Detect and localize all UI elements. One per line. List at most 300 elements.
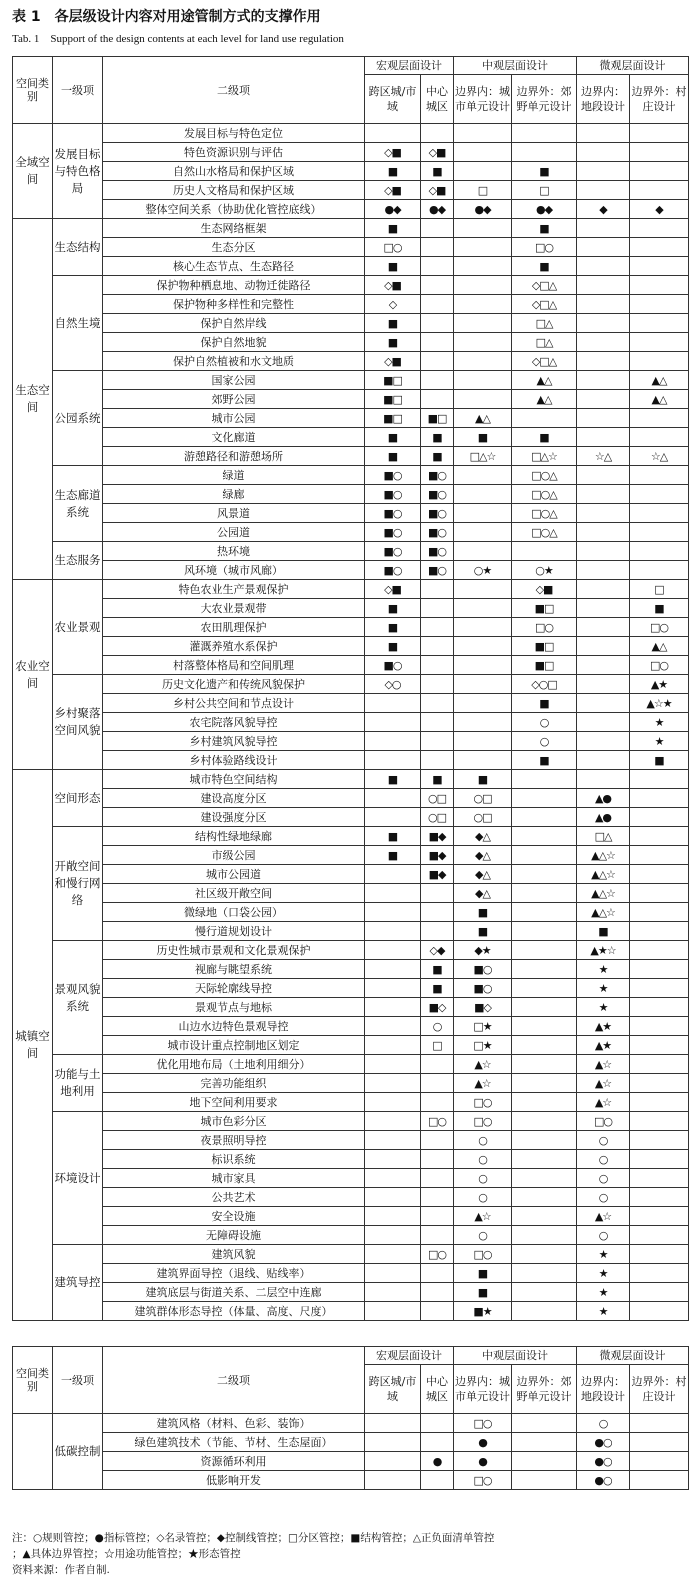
control-cell: ■□	[365, 409, 421, 428]
level2-item: 大农业景观带	[103, 599, 365, 618]
level2-item: 保护物种栖息地、动物迁徙路径	[103, 276, 365, 295]
control-cell: ■★	[454, 1302, 512, 1321]
control-cell	[512, 960, 577, 979]
control-cell	[454, 732, 512, 751]
legend-note: 注：○规则管控；●指标管控；◇名录管控；◆控制线管控；□分区管控；■结构管控；△正负面清单管控	[12, 1532, 495, 1544]
table-title: 表 1 各层级设计内容对用途管制方式的支撑作用	[12, 9, 321, 25]
control-cell: ■	[365, 827, 421, 846]
control-cell: ▲△☆	[577, 846, 630, 865]
control-cell	[512, 124, 577, 143]
control-cell: ▲☆	[577, 1093, 630, 1112]
header-sub: 边界外：郊野单元设计	[512, 1365, 577, 1414]
control-cell	[421, 333, 454, 352]
source-note: 资料来源：作者自制.	[12, 1564, 110, 1576]
control-cell: ◆	[577, 200, 630, 219]
control-cell	[365, 1169, 421, 1188]
control-cell	[365, 998, 421, 1017]
control-cell	[421, 903, 454, 922]
control-cell: ◇	[365, 295, 421, 314]
table-row	[13, 998, 689, 1017]
control-cell: ○	[454, 1169, 512, 1188]
level2-item: 城市公园道	[103, 865, 365, 884]
control-cell	[421, 1471, 454, 1490]
control-cell	[630, 827, 689, 846]
control-cell: ■	[365, 162, 421, 181]
header-sub: 边界外：村庄设计	[630, 75, 689, 124]
level2-item: 城市公园	[103, 409, 365, 428]
control-cell	[577, 770, 630, 789]
control-cell	[421, 314, 454, 333]
control-cell	[512, 1131, 577, 1150]
table-row	[13, 979, 689, 998]
control-cell	[512, 143, 577, 162]
control-cell: ▲☆	[454, 1207, 512, 1226]
header-group: 微观层面设计	[577, 57, 689, 75]
control-cell	[630, 1055, 689, 1074]
table-row	[13, 1283, 689, 1302]
table-row	[13, 1131, 689, 1150]
table-row	[13, 713, 689, 732]
control-cell	[421, 599, 454, 618]
control-cell	[577, 713, 630, 732]
level2-item: 热环境	[103, 542, 365, 561]
level2-item: 自然山水格局和保护区域	[103, 162, 365, 181]
control-cell	[630, 1017, 689, 1036]
control-cell: □○	[421, 1112, 454, 1131]
control-cell: ■○	[421, 542, 454, 561]
control-cell	[454, 542, 512, 561]
control-cell	[421, 352, 454, 371]
level2-item: 标识系统	[103, 1150, 365, 1169]
control-cell: ■◆	[421, 846, 454, 865]
control-cell: ■○	[454, 960, 512, 979]
control-cell: ■	[365, 770, 421, 789]
space-category: 农业空间	[13, 580, 53, 770]
control-cell	[365, 1055, 421, 1074]
control-cell	[630, 903, 689, 922]
control-cell: ●○	[577, 1471, 630, 1490]
control-cell	[512, 827, 577, 846]
header-sub: 边界内：城市单元设计	[454, 1365, 512, 1414]
control-cell	[421, 1226, 454, 1245]
control-cell: ☆△	[577, 447, 630, 466]
level1-item: 乡村聚落空间风貌	[53, 675, 103, 770]
level2-item: 景观节点与地标	[103, 998, 365, 1017]
control-cell: ○	[577, 1188, 630, 1207]
control-cell	[512, 903, 577, 922]
control-cell	[630, 1093, 689, 1112]
level1-item: 建筑导控	[53, 1245, 103, 1321]
control-cell	[512, 884, 577, 903]
control-cell: ★	[577, 1283, 630, 1302]
control-cell	[454, 751, 512, 770]
control-cell: ○	[512, 713, 577, 732]
control-cell	[365, 1283, 421, 1302]
control-cell: ☆△	[630, 447, 689, 466]
control-cell	[512, 979, 577, 998]
control-cell: ○	[577, 1150, 630, 1169]
control-cell: ■	[630, 751, 689, 770]
level2-item: 保护自然岸线	[103, 314, 365, 333]
control-cell: □	[512, 181, 577, 200]
control-cell: ◇■	[512, 580, 577, 599]
control-cell: ▲△	[630, 637, 689, 656]
control-cell: ■□	[365, 371, 421, 390]
level2-item: 国家公园	[103, 371, 365, 390]
control-cell	[365, 1226, 421, 1245]
table-row	[13, 1036, 689, 1055]
control-cell: ▲△	[630, 390, 689, 409]
control-cell: ●	[421, 1452, 454, 1471]
control-cell: ■	[512, 219, 577, 238]
table-row	[13, 941, 689, 960]
level2-item: 生态网络框架	[103, 219, 365, 238]
header-group: 微观层面设计	[577, 1347, 689, 1365]
table-row	[13, 580, 689, 599]
control-cell	[630, 124, 689, 143]
control-cell	[512, 1188, 577, 1207]
control-cell: □○	[454, 1471, 512, 1490]
control-cell	[577, 181, 630, 200]
control-cell	[630, 960, 689, 979]
control-cell	[421, 1264, 454, 1283]
table-row	[13, 181, 689, 200]
control-cell: □	[630, 580, 689, 599]
table-row	[13, 922, 689, 941]
control-cell	[421, 694, 454, 713]
table-row	[13, 504, 689, 523]
control-cell: □○	[421, 1245, 454, 1264]
control-cell	[577, 390, 630, 409]
table-row	[13, 409, 689, 428]
level2-item: 保护物种多样性和完整性	[103, 295, 365, 314]
table-row	[13, 390, 689, 409]
control-cell: ●◆	[365, 200, 421, 219]
control-cell	[630, 1264, 689, 1283]
header-category: 空间类别	[13, 1347, 53, 1414]
space-category	[13, 1414, 53, 1490]
control-cell: ■	[454, 770, 512, 789]
control-cell: ■	[421, 428, 454, 447]
control-cell	[365, 1207, 421, 1226]
control-cell	[421, 1131, 454, 1150]
control-cell: ◆★	[454, 941, 512, 960]
table-row	[13, 960, 689, 979]
control-cell	[454, 713, 512, 732]
control-cell	[421, 1150, 454, 1169]
table-row	[13, 1093, 689, 1112]
level2-item: 视廊与眺望系统	[103, 960, 365, 979]
control-cell	[630, 1433, 689, 1452]
header-group: 中观层面设计	[454, 57, 577, 75]
level2-item: 建筑界面导控（退线、贴线率）	[103, 1264, 365, 1283]
control-cell: ▲★	[577, 1036, 630, 1055]
control-cell: ■○	[365, 485, 421, 504]
control-cell	[577, 295, 630, 314]
level2-item: 地下空间利用要求	[103, 1093, 365, 1112]
control-cell	[630, 865, 689, 884]
control-cell	[365, 1433, 421, 1452]
control-cell: □○△	[512, 485, 577, 504]
control-cell: ★	[630, 732, 689, 751]
control-cell	[454, 599, 512, 618]
control-cell	[365, 903, 421, 922]
table-row	[13, 162, 689, 181]
control-cell: ◆	[630, 200, 689, 219]
control-cell	[630, 1112, 689, 1131]
control-cell: ▲●	[577, 789, 630, 808]
control-cell	[512, 1150, 577, 1169]
control-cell	[512, 922, 577, 941]
control-cell	[630, 1414, 689, 1433]
control-cell: ▲△	[454, 409, 512, 428]
control-cell	[630, 466, 689, 485]
level2-item: 绿廊	[103, 485, 365, 504]
control-cell	[630, 1169, 689, 1188]
control-cell	[454, 276, 512, 295]
control-cell: ◇■	[421, 181, 454, 200]
control-cell	[512, 998, 577, 1017]
control-cell: □△	[512, 314, 577, 333]
table-row	[13, 637, 689, 656]
control-cell: ○□	[454, 808, 512, 827]
level1-item: 生态廊道系统	[53, 466, 103, 542]
control-cell: ▲●	[577, 808, 630, 827]
control-cell	[454, 124, 512, 143]
table-row	[13, 466, 689, 485]
control-cell	[454, 694, 512, 713]
level2-item: 市级公园	[103, 846, 365, 865]
table-row	[13, 1452, 689, 1471]
level2-item: 公园道	[103, 523, 365, 542]
control-cell	[365, 1131, 421, 1150]
control-cell: ●○	[577, 1452, 630, 1471]
control-cell: □○△	[512, 504, 577, 523]
control-cell	[577, 162, 630, 181]
control-cell	[577, 637, 630, 656]
control-cell: ○	[577, 1226, 630, 1245]
control-cell	[454, 219, 512, 238]
control-cell	[421, 1207, 454, 1226]
table-row	[13, 884, 689, 903]
control-cell: ▲☆★	[630, 694, 689, 713]
table-row	[13, 428, 689, 447]
control-cell: □○	[577, 1112, 630, 1131]
table-notes	[12, 1530, 692, 1578]
control-cell	[630, 979, 689, 998]
table-row	[13, 276, 689, 295]
control-cell	[365, 732, 421, 751]
level2-item: 建设高度分区	[103, 789, 365, 808]
control-cell	[577, 276, 630, 295]
level2-item: 农田肌理保护	[103, 618, 365, 637]
control-cell	[630, 409, 689, 428]
control-cell: ◆△	[454, 884, 512, 903]
control-cell: □○	[630, 618, 689, 637]
control-cell: ○	[454, 1131, 512, 1150]
control-cell: ★	[577, 1245, 630, 1264]
control-cell	[512, 1036, 577, 1055]
control-cell	[630, 1131, 689, 1150]
control-cell	[512, 1169, 577, 1188]
control-cell	[630, 884, 689, 903]
control-cell	[630, 428, 689, 447]
control-cell	[365, 1471, 421, 1490]
level2-item: 郊野公园	[103, 390, 365, 409]
control-cell	[365, 694, 421, 713]
table-row	[13, 1055, 689, 1074]
control-cell	[630, 1036, 689, 1055]
level2-item: 优化用地布局（土地利用细分）	[103, 1055, 365, 1074]
control-cell: ■○	[421, 523, 454, 542]
control-cell: □★	[454, 1036, 512, 1055]
control-cell	[577, 124, 630, 143]
control-cell: ▲☆	[577, 1055, 630, 1074]
control-cell	[577, 751, 630, 770]
control-cell: ■	[512, 162, 577, 181]
level1-item: 环境设计	[53, 1112, 103, 1245]
control-cell: ▲△☆	[577, 903, 630, 922]
control-cell	[421, 713, 454, 732]
control-cell: ▲★	[630, 675, 689, 694]
control-cell	[630, 941, 689, 960]
control-cell: ■○	[365, 561, 421, 580]
control-cell: ■○	[365, 504, 421, 523]
control-cell	[421, 580, 454, 599]
control-cell: □△	[512, 333, 577, 352]
level2-item: 低影响开发	[103, 1471, 365, 1490]
control-cell	[454, 656, 512, 675]
control-cell	[365, 960, 421, 979]
control-cell	[577, 143, 630, 162]
control-cell	[630, 1188, 689, 1207]
control-cell	[421, 1283, 454, 1302]
control-cell	[577, 219, 630, 238]
level2-item: 灌溉养殖水系保护	[103, 637, 365, 656]
control-cell	[454, 314, 512, 333]
header-level1: 一级项	[53, 57, 103, 124]
control-cell: ■	[512, 428, 577, 447]
control-cell	[421, 276, 454, 295]
control-cell: ■	[454, 922, 512, 941]
control-cell: □○△	[512, 466, 577, 485]
control-cell	[630, 846, 689, 865]
level1-item: 发展目标与特色格局	[53, 124, 103, 219]
control-cell: ▲☆	[577, 1207, 630, 1226]
control-cell	[630, 143, 689, 162]
control-cell: ◆△	[454, 865, 512, 884]
control-cell: ◇■	[365, 276, 421, 295]
header-level2: 二级项	[103, 57, 365, 124]
header-group: 宏观层面设计	[365, 1347, 454, 1365]
control-cell	[577, 257, 630, 276]
control-cell: ○★	[512, 561, 577, 580]
level2-item: 建筑群体形态导控（体量、高度、尺度）	[103, 1302, 365, 1321]
control-cell: ◆△	[454, 846, 512, 865]
level2-item: 慢行道规划设计	[103, 922, 365, 941]
header-sub: 边界外：村庄设计	[630, 1365, 689, 1414]
control-cell: ■□	[512, 599, 577, 618]
control-cell	[512, 1302, 577, 1321]
table-row	[13, 1471, 689, 1490]
control-cell: ●◆	[512, 200, 577, 219]
table-row	[13, 1169, 689, 1188]
control-cell: ■◇	[421, 998, 454, 1017]
control-cell	[630, 162, 689, 181]
level2-item: 历史文化遗产和传统风貌保护	[103, 675, 365, 694]
control-cell: ■	[421, 770, 454, 789]
control-cell: ■○	[365, 656, 421, 675]
level2-item: 保护自然地貌	[103, 333, 365, 352]
control-cell	[454, 675, 512, 694]
control-cell: ■	[421, 960, 454, 979]
level2-item: 建筑风貌	[103, 1245, 365, 1264]
level2-item: 历史性城市景观和文化景观保护	[103, 941, 365, 960]
control-cell: ★	[630, 713, 689, 732]
control-cell: □	[454, 181, 512, 200]
control-cell: ■◇	[454, 998, 512, 1017]
control-cell	[421, 257, 454, 276]
control-cell	[512, 789, 577, 808]
table-row	[13, 827, 689, 846]
control-cell: ▲★☆	[577, 941, 630, 960]
control-cell	[630, 1452, 689, 1471]
control-cell: ■□	[512, 656, 577, 675]
control-cell: ▲☆	[454, 1074, 512, 1093]
control-cell	[421, 1093, 454, 1112]
level2-item: 文化廊道	[103, 428, 365, 447]
table-row	[13, 542, 689, 561]
control-cell	[577, 314, 630, 333]
control-cell: ○□	[421, 808, 454, 827]
control-cell	[365, 124, 421, 143]
control-cell	[365, 1188, 421, 1207]
control-cell: ◇■	[365, 181, 421, 200]
control-cell	[421, 1169, 454, 1188]
table-row	[13, 1150, 689, 1169]
control-cell	[454, 295, 512, 314]
level2-item: 游憩路径和游憩场所	[103, 447, 365, 466]
control-cell: ★	[577, 960, 630, 979]
control-cell	[512, 1055, 577, 1074]
control-cell	[630, 1471, 689, 1490]
control-cell	[512, 865, 577, 884]
control-cell: ■	[421, 979, 454, 998]
header-sub: 跨区城/市域	[365, 75, 421, 124]
control-cell: ■	[365, 257, 421, 276]
control-cell: □○	[365, 238, 421, 257]
control-cell	[365, 1452, 421, 1471]
control-cell: □△	[577, 827, 630, 846]
control-cell	[365, 1036, 421, 1055]
table-row	[13, 1017, 689, 1036]
control-cell	[630, 561, 689, 580]
level2-item: 城市设计重点控制地区划定	[103, 1036, 365, 1055]
control-cell	[577, 656, 630, 675]
control-cell	[454, 523, 512, 542]
control-cell	[454, 466, 512, 485]
control-cell	[365, 1245, 421, 1264]
control-cell	[421, 922, 454, 941]
table-row	[13, 1188, 689, 1207]
table-row	[13, 371, 689, 390]
level2-item: 资源循环利用	[103, 1452, 365, 1471]
control-cell	[630, 352, 689, 371]
level2-item: 风环境（城市风廊）	[103, 561, 365, 580]
control-cell: ○	[421, 1017, 454, 1036]
control-cell	[454, 637, 512, 656]
control-cell: ◇■	[365, 352, 421, 371]
